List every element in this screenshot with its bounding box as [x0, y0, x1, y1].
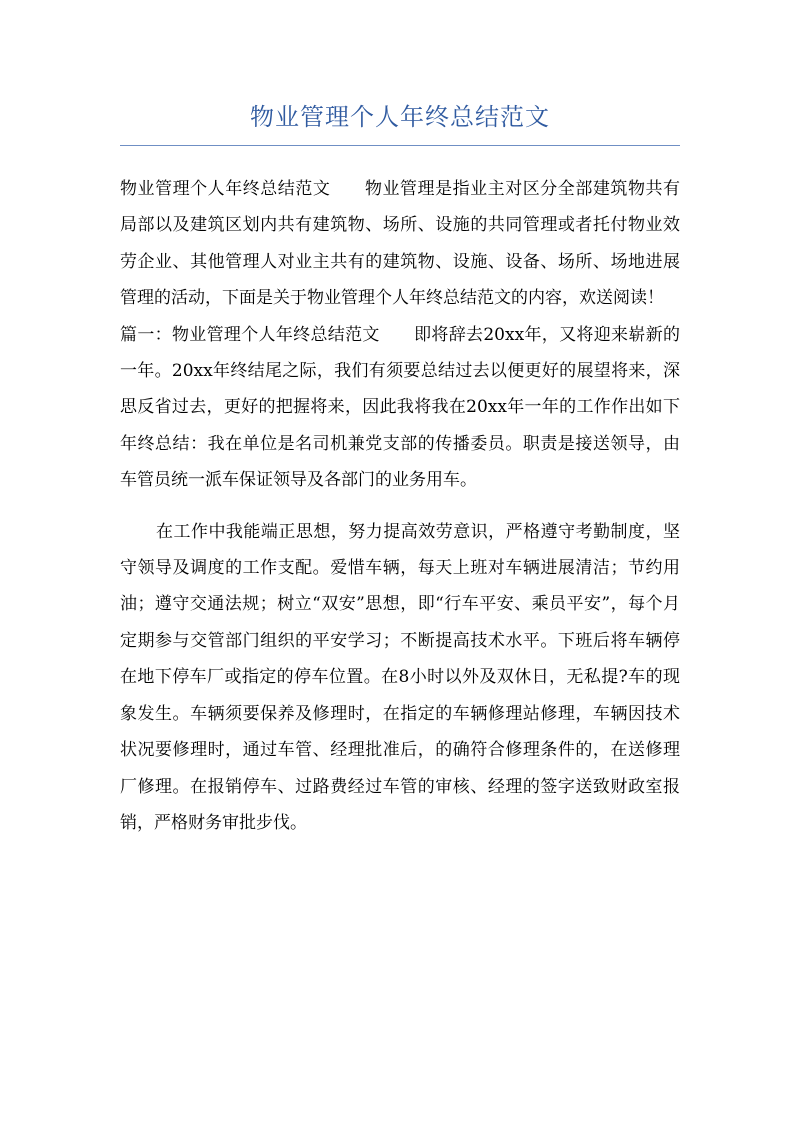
- title-divider: [120, 145, 680, 146]
- intro-lead: 物业管理个人年终总结范文: [120, 179, 331, 199]
- intro-text: 物业管理是指业主对区分全部建筑物共有局部以及建筑区划内共有建筑物、场所、设施的共同管理或者托付物业效劳企业、其他管理人对业主共有的建筑物、设施、设备、场所、场地进展管理的活动，下面是关于物业管理个人年终总结范文的内容，欢送阅读！: [120, 179, 681, 309]
- section-one-text: 即将辞去20xx年，又将迎来崭新的一年。20xx年终结尾之际，我们有须要总结过去以便更好的展望将来，深思反省过去，更好的把握将来，因此我将我在20xx年一年的工作作出如下年终总结：我在单位是名司机兼党支部的传播委员。职责是接送领导，由车管员统一派车保证领导及各部门的业务用车。: [120, 324, 681, 491]
- intro-paragraph: [120, 171, 680, 317]
- work-paragraph: 在工作中我能端正思想，努力提高效劳意识，严格遵守考勤制度，坚守领导及调度的工作支配。爱惜车辆，每天上班对车辆进展清洁；节约用油；遵守交通法规；树立“双安”思想，即“行车平安、乘员平安”，每个月定期参与交管部门组织的平安学习；不断提高技术水平。下班后将车辆停在地下停车厂或指定的停车位置。在8小时以外及双休日，无私提?车的现象发生。车辆须要保养及修理时，在指定的车辆修理站修理，车辆因技术状况要修理时，通过车管、经理批准后，的确符合修理条件的，在送修理厂修理。在报销停车、过路费经过车管的审核、经理的签字送致财政室报销，严格财务审批步伐。: [120, 521, 680, 833]
- document-title: 物业管理个人年终总结范文: [250, 103, 550, 131]
- section-one-heading: 篇一：物业管理个人年终总结范文: [120, 324, 380, 345]
- section-one-paragraph: [120, 317, 680, 499]
- document-body: [120, 171, 680, 841]
